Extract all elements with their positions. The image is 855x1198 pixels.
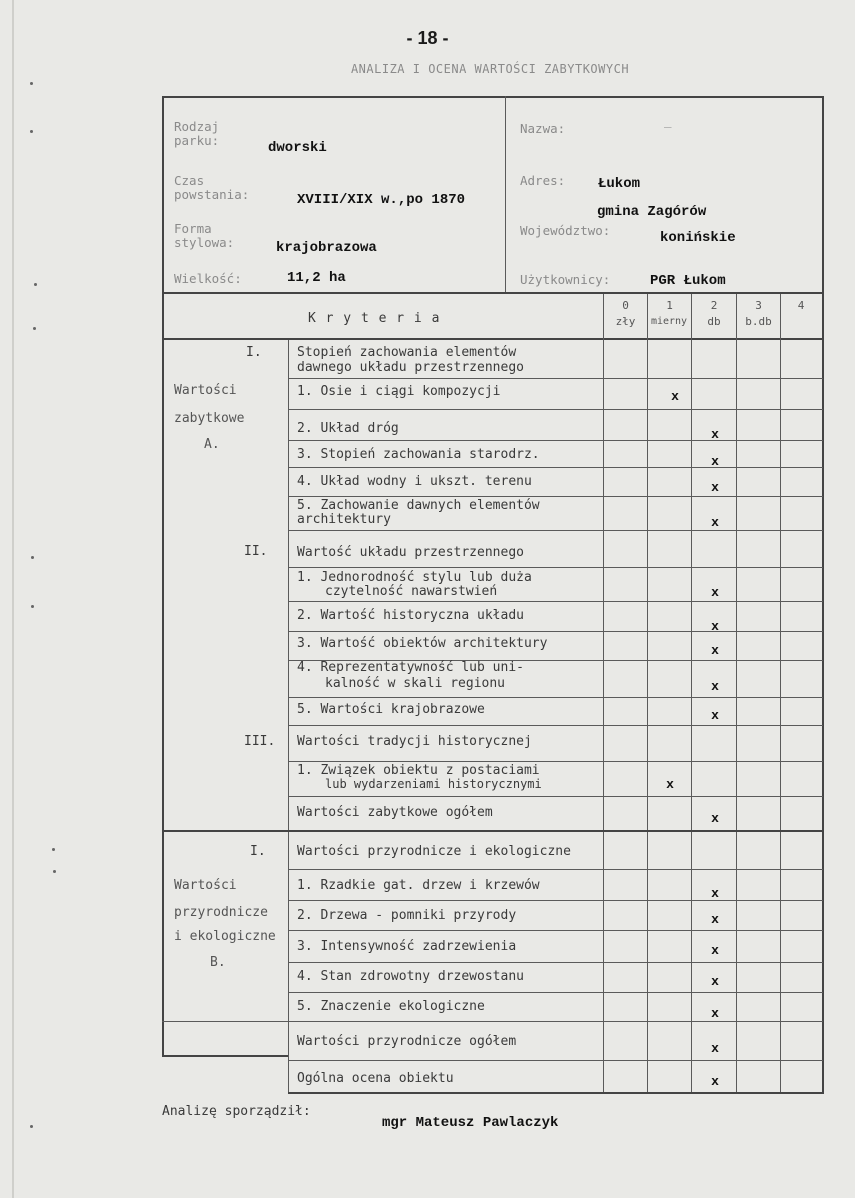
nazwa-label: Nazwa: xyxy=(520,121,566,136)
table-bottom-left-border xyxy=(162,1055,288,1057)
row-line xyxy=(288,1060,823,1061)
row-line xyxy=(288,869,823,870)
rating-mark: x xyxy=(711,585,719,600)
b-row-1: 1. Rzadkie gat. drzew i krzewów xyxy=(297,878,540,893)
criteria-header-bottom-line xyxy=(162,338,824,340)
group-b-label-1: Wartości xyxy=(174,878,237,893)
a-section-3-title: Wartości tradycji historycznej xyxy=(297,734,532,749)
wielkosc-value: 11,2 ha xyxy=(287,270,346,286)
a-row-5-1: 5. Zachowanie dawnych elementów xyxy=(297,498,540,513)
rodzaj-value: dworski xyxy=(268,140,327,156)
a-row-5-2: architektury xyxy=(297,512,391,527)
a-section-2-title: Wartość układu przestrzennego xyxy=(297,545,524,560)
czas-label-1: Czas xyxy=(174,173,205,188)
row-line xyxy=(288,567,823,568)
wielkosc-label: Wielkość: xyxy=(174,271,242,286)
a-section-2-num: II. xyxy=(244,544,268,559)
row-line xyxy=(288,496,823,497)
overall-rating-label: Ogólna ocena obiektu xyxy=(297,1071,454,1086)
table-top-border xyxy=(162,96,824,98)
group-a-label-1: Wartości xyxy=(174,383,237,398)
a-row-9-2: kalność w skali regionu xyxy=(325,676,506,691)
row-line xyxy=(162,1021,823,1022)
a-row-2: 2. Układ dróg xyxy=(297,421,399,436)
row-line xyxy=(288,900,823,901)
margin-speck xyxy=(53,870,56,873)
rating-mark: x xyxy=(711,619,719,634)
rating-mark: x xyxy=(711,427,719,442)
a-row-3: 3. Stopień zachowania starodrz. xyxy=(297,447,540,462)
a-section-1-num: I. xyxy=(246,345,262,360)
rating-mark: x xyxy=(711,708,719,723)
score-3-num: 3 xyxy=(755,299,762,312)
header-bottom-line xyxy=(162,292,824,294)
author-label: Analizę sporządził: xyxy=(162,1104,311,1119)
a-section-3-num: III. xyxy=(244,734,276,749)
col-2-divider xyxy=(691,294,692,1092)
group-b-label-4: B. xyxy=(210,955,226,970)
row-line xyxy=(288,467,823,468)
rating-mark: x xyxy=(711,1041,719,1056)
row-line xyxy=(288,761,823,762)
rodzaj-label-2: parku: xyxy=(174,133,220,148)
rating-mark: x xyxy=(711,1006,719,1021)
forma-label-2: stylowa: xyxy=(174,235,235,250)
margin-speck xyxy=(30,1125,33,1128)
uzytkownicy-label: Użytkownicy: xyxy=(520,272,611,287)
rating-mark: x xyxy=(711,886,719,901)
group-b-label-3: i ekologiczne xyxy=(174,929,276,944)
table-bottom-border xyxy=(288,1092,824,1094)
score-1-num: 1 xyxy=(666,299,673,312)
rating-mark: x xyxy=(711,912,719,927)
adres-label: Adres: xyxy=(520,173,566,188)
a-row-1: 1. Osie i ciągi kompozycji xyxy=(297,384,501,399)
a-row-6-2: czytelność nawarstwień xyxy=(325,584,498,599)
nazwa-value: — xyxy=(664,119,672,134)
col-1-divider xyxy=(647,294,648,1092)
rating-mark: x xyxy=(711,480,719,495)
rating-mark: x xyxy=(711,454,719,469)
rating-mark: x xyxy=(711,643,719,658)
rating-mark: x xyxy=(711,1074,719,1089)
score-1-label: mierny xyxy=(650,316,688,327)
page-edge xyxy=(12,0,14,1198)
rodzaj-label-1: Rodzaj xyxy=(174,119,220,134)
criteria-title: K r y t e r i a xyxy=(308,311,441,326)
rating-mark: x xyxy=(671,389,679,404)
row-line xyxy=(288,378,823,379)
table-right-border xyxy=(822,96,824,1094)
author-value: mgr Mateusz Pawlaczyk xyxy=(382,1115,559,1131)
adres-value-1: Łukom xyxy=(598,176,641,192)
margin-speck xyxy=(30,130,33,133)
forma-value: krajobrazowa xyxy=(276,240,377,256)
a-section-1-title-1: Stopień zachowania elementów xyxy=(297,345,517,360)
a-section-1-title-2: dawnego układu przestrzennego xyxy=(297,360,524,375)
margin-speck xyxy=(30,82,33,85)
group-divider xyxy=(162,830,824,832)
a-row-9-1: 4. Reprezentatywność lub uni- xyxy=(297,660,524,675)
rating-mark: x xyxy=(711,974,719,989)
margin-speck xyxy=(33,327,36,330)
page-number: - 18 - xyxy=(406,28,449,48)
a-row-6-1: 1. Jednorodność stylu lub duża xyxy=(297,570,532,585)
row-line xyxy=(288,631,823,632)
wojewodztwo-label: Województwo: xyxy=(520,223,611,238)
page-heading: ANALIZA I OCENA WARTOŚCI ZABYTKOWYCH xyxy=(350,62,630,76)
row-line xyxy=(288,992,823,993)
row-line xyxy=(288,930,823,931)
score-2-num: 2 xyxy=(710,299,718,312)
score-0-label: zły xyxy=(615,315,636,328)
rating-mark: x xyxy=(711,943,719,958)
b-row-2: 2. Drzewa - pomniki przyrody xyxy=(297,908,517,923)
wojewodztwo-value: konińskie xyxy=(660,230,736,246)
col-label-divider xyxy=(288,340,289,1092)
margin-speck xyxy=(31,556,34,559)
forma-label-1: Forma xyxy=(174,221,212,236)
group-a-label-3: A. xyxy=(204,437,220,452)
row-line xyxy=(288,725,823,726)
score-2-label: db xyxy=(707,315,721,328)
adres-value-2: gmina Zagórów xyxy=(597,204,707,220)
score-3-label: b.db xyxy=(745,315,772,328)
b-row-4: 4. Stan zdrowotny drzewostanu xyxy=(297,969,524,984)
a-row-8: 3. Wartość obiektów architektury xyxy=(297,636,548,651)
a-row-10: 5. Wartości krajobrazowe xyxy=(297,702,485,717)
col-4-divider xyxy=(780,294,781,1092)
row-line xyxy=(288,697,823,698)
margin-speck xyxy=(34,283,37,286)
b-total: Wartości przyrodnicze ogółem xyxy=(297,1034,517,1049)
row-line xyxy=(288,530,823,531)
a-row-11-2: lub wydarzeniami historycznymi xyxy=(325,777,542,791)
col-0-divider xyxy=(603,294,604,1092)
czas-value: XVIII/XIX w.,po 1870 xyxy=(297,192,466,208)
b-section-1-num: I. xyxy=(250,844,266,859)
rating-mark: x xyxy=(711,679,719,694)
rating-mark: x xyxy=(666,777,674,792)
group-b-label-2: przyrodnicze xyxy=(174,905,268,920)
row-line xyxy=(288,796,823,797)
score-0-num: 0 xyxy=(622,299,629,312)
group-a-label-2: zabytkowe xyxy=(174,411,245,426)
col-3-divider xyxy=(736,294,737,1092)
b-row-3: 3. Intensywność zadrzewienia xyxy=(297,939,517,954)
header-divider xyxy=(505,96,506,292)
row-line xyxy=(288,601,823,602)
b-row-5: 5. Znaczenie ekologiczne xyxy=(297,999,485,1014)
czas-label-2: powstania: xyxy=(174,187,250,202)
a-total: Wartości zabytkowe ogółem xyxy=(297,805,493,820)
rating-mark: x xyxy=(711,515,719,530)
row-line xyxy=(288,962,823,963)
b-section-1-title: Wartości przyrodnicze i ekologiczne xyxy=(297,844,571,859)
margin-speck xyxy=(31,605,34,608)
row-line xyxy=(288,440,823,441)
uzytkownicy-value: PGR Łukom xyxy=(650,273,726,289)
a-row-7: 2. Wartość historyczna układu xyxy=(297,608,524,623)
a-row-4: 4. Układ wodny i ukszt. terenu xyxy=(297,474,532,489)
a-row-11-1: 1. Związek obiektu z postaciami xyxy=(297,763,540,778)
table-left-border xyxy=(162,96,164,1056)
rating-mark: x xyxy=(711,811,719,826)
score-4-num: 4 xyxy=(797,299,805,312)
row-line xyxy=(288,409,823,410)
margin-speck xyxy=(52,848,55,851)
